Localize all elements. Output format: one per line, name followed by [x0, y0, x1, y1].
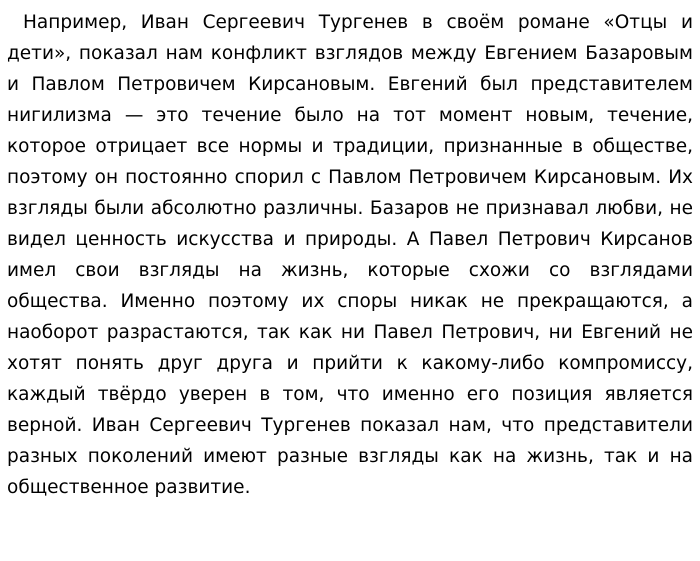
document-page: [7, 7, 693, 503]
essay-paragraph: Например, Иван Сергеевич Тургенев в своём романе «Отцы и дети», показал нам конфликт взглядов между Евгением Базаровым и Павлом Петровичем Кирсановым. Евгений был представителем нигилизма — это течение было на тот момент новым, течение, которое отрицает все нормы и традиции, признанные в обществе, поэтому он постоянно спорил с Павлом Петровичем Кирсановым. Их взгляды были абсолютно различны. Базаров не признавал любви, не видел ценность искусства и природы. А Павел Петрович Кирсанов имел свои взгляды на жизнь, которые схожи со взглядами общества. Именно поэтому их споры никак не прекращаются, а наоборот разрастаются, так как ни Павел Петрович, ни Евгений не хотят понять друг друга и прийти к какому-либо компромиссу, каждый твёрдо уверен в том, что именно его позиция является верной. Иван Сергеевич Тургенев показал нам, что представители разных поколений имеют разные взгляды как на жизнь, так и на общественное развитие.: [7, 12, 693, 498]
